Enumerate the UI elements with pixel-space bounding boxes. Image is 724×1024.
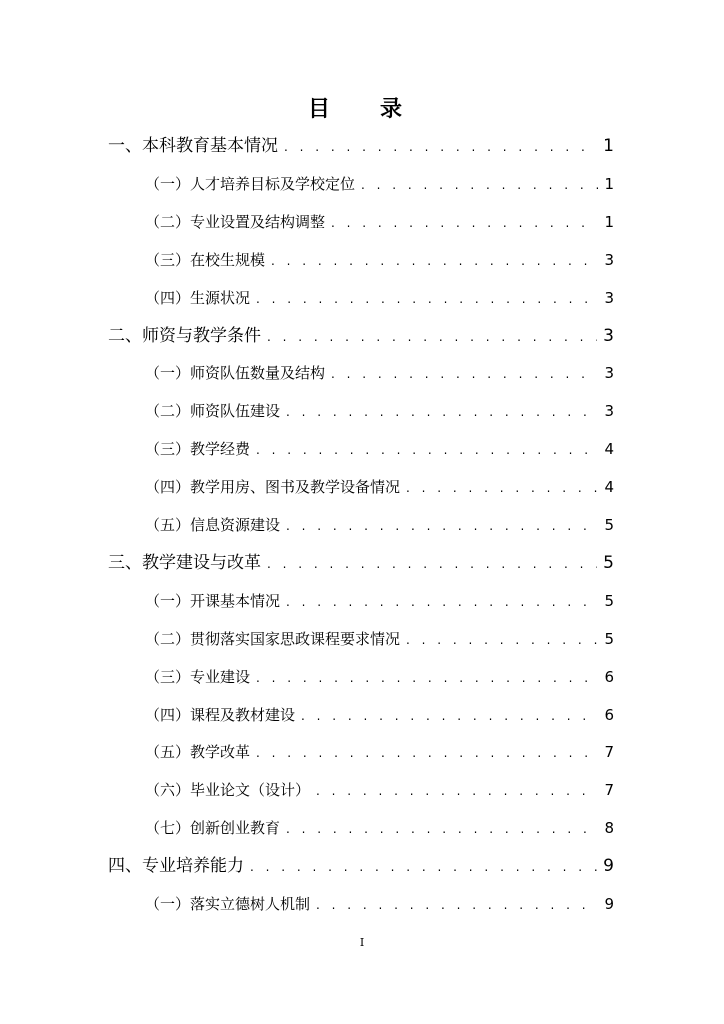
toc-entry-page-number: 3 [604,364,614,383]
toc-entry-label: 二、师资与教学条件 [108,325,261,346]
toc-title: 目 录 [307,97,416,122]
dot-leader [406,469,598,507]
toc-entry-page-number: 3 [604,288,614,307]
toc-entry-label: （一）人才培养目标及学校定位 [145,174,356,193]
toc-entry-page-number: 5 [604,516,614,534]
toc-section-entry[interactable] [108,127,614,165]
toc-section-entry[interactable] [108,317,614,355]
toc-subsection-entry[interactable] [145,203,614,241]
toc-subsection-entry[interactable] [145,733,614,771]
dot-leader [271,242,598,280]
toc-subsection-entry[interactable] [145,506,614,544]
toc-entry-page-number: 4 [604,440,614,459]
toc-subsection-entry[interactable] [145,620,614,658]
toc-entry-label: 三、教学建设与改革 [108,552,261,573]
toc-entry-label: （七）创新创业教育 [145,819,281,838]
toc-entry-page-number: 6 [604,705,614,724]
toc-entry-label: （三）在校生规模 [145,250,266,269]
toc-entry-page-number: 3 [604,250,614,269]
toc-entry-label: （二）贯彻落实国家思政课程要求情况 [145,629,401,648]
toc-entry-page-number: 7 [604,743,614,762]
dot-leader [267,545,597,583]
toc-subsection-entry[interactable] [145,696,614,734]
dot-leader [286,393,598,431]
toc-entry-page-number: 9 [604,895,614,913]
toc-subsection-entry[interactable] [145,430,614,468]
toc-entry-label: （一）开课基本情况 [145,591,281,610]
toc-entry-page-number: 1 [604,174,614,193]
toc-entry-page-number: 3 [603,325,614,346]
toc-entry-label: （四）课程及教材建设 [145,705,296,724]
toc-entry-label: （五）信息资源建设 [145,516,281,534]
dot-leader [256,280,598,318]
toc-subsection-entry[interactable] [145,582,614,620]
toc-entry-page-number: 4 [604,478,614,497]
dot-leader [250,848,597,886]
toc-entry-page-number: 8 [604,819,614,838]
toc-entry-page-number: 6 [604,667,614,686]
toc-entry-label: （五）教学改革 [145,743,251,762]
dot-leader [256,734,598,772]
toc-entry-page-number: 5 [604,629,614,648]
toc-entry-label: 四、专业培养能力 [108,856,244,877]
dot-leader [331,355,598,393]
toc-subsection-entry[interactable] [145,771,614,809]
toc-entry-label: （一）师资队伍数量及结构 [145,364,326,383]
toc-subsection-entry[interactable] [145,885,614,923]
dot-leader [286,810,598,848]
toc-entry-label: （六）毕业论文（设计） [145,781,311,800]
toc-entry-label: （四）生源状况 [145,288,251,307]
page-number-footer: I [359,936,365,949]
dot-leader [256,659,598,697]
toc-entry-page-number: 9 [603,856,614,877]
toc-entry-page-number: 5 [603,552,614,573]
toc-entry-page-number: 3 [604,402,614,421]
toc-entry-label: （二）专业设置及结构调整 [145,212,326,231]
toc-subsection-entry[interactable] [145,354,614,392]
toc-entry-label: （四）教学用房、图书及教学设备情况 [145,478,401,497]
toc-subsection-entry[interactable] [145,468,614,506]
dot-leader [406,621,598,659]
toc-entry-label: （三）专业建设 [145,667,251,686]
toc-subsection-entry[interactable] [145,241,614,279]
dot-leader [301,697,598,735]
toc-subsection-entry[interactable] [145,809,614,847]
toc-entry-page-number: 7 [604,781,614,800]
dot-leader [316,886,598,924]
dot-leader [331,204,598,242]
dot-leader [316,772,598,810]
toc-subsection-entry[interactable] [145,658,614,696]
dot-leader [286,507,598,545]
dot-leader [256,431,598,469]
toc-section-entry[interactable] [108,544,614,582]
dot-leader [361,166,598,204]
dot-leader [267,318,597,356]
dot-leader [286,583,598,621]
toc-entry-page-number: 1 [603,136,614,156]
toc-entry-page-number: 1 [604,212,614,231]
toc-subsection-entry[interactable] [145,165,614,203]
dot-leader [284,128,597,166]
toc-subsection-entry[interactable] [145,392,614,430]
toc-subsection-entry[interactable] [145,279,614,317]
toc-entry-label: （三）教学经费 [145,440,251,459]
toc-entry-page-number: 5 [604,591,614,610]
toc-entry-label: 一、本科教育基本情况 [108,136,278,156]
toc-entry-label: （一）落实立德树人机制 [145,895,311,913]
toc-section-entry[interactable] [108,847,614,885]
toc-entry-label: （二）师资队伍建设 [145,402,281,421]
